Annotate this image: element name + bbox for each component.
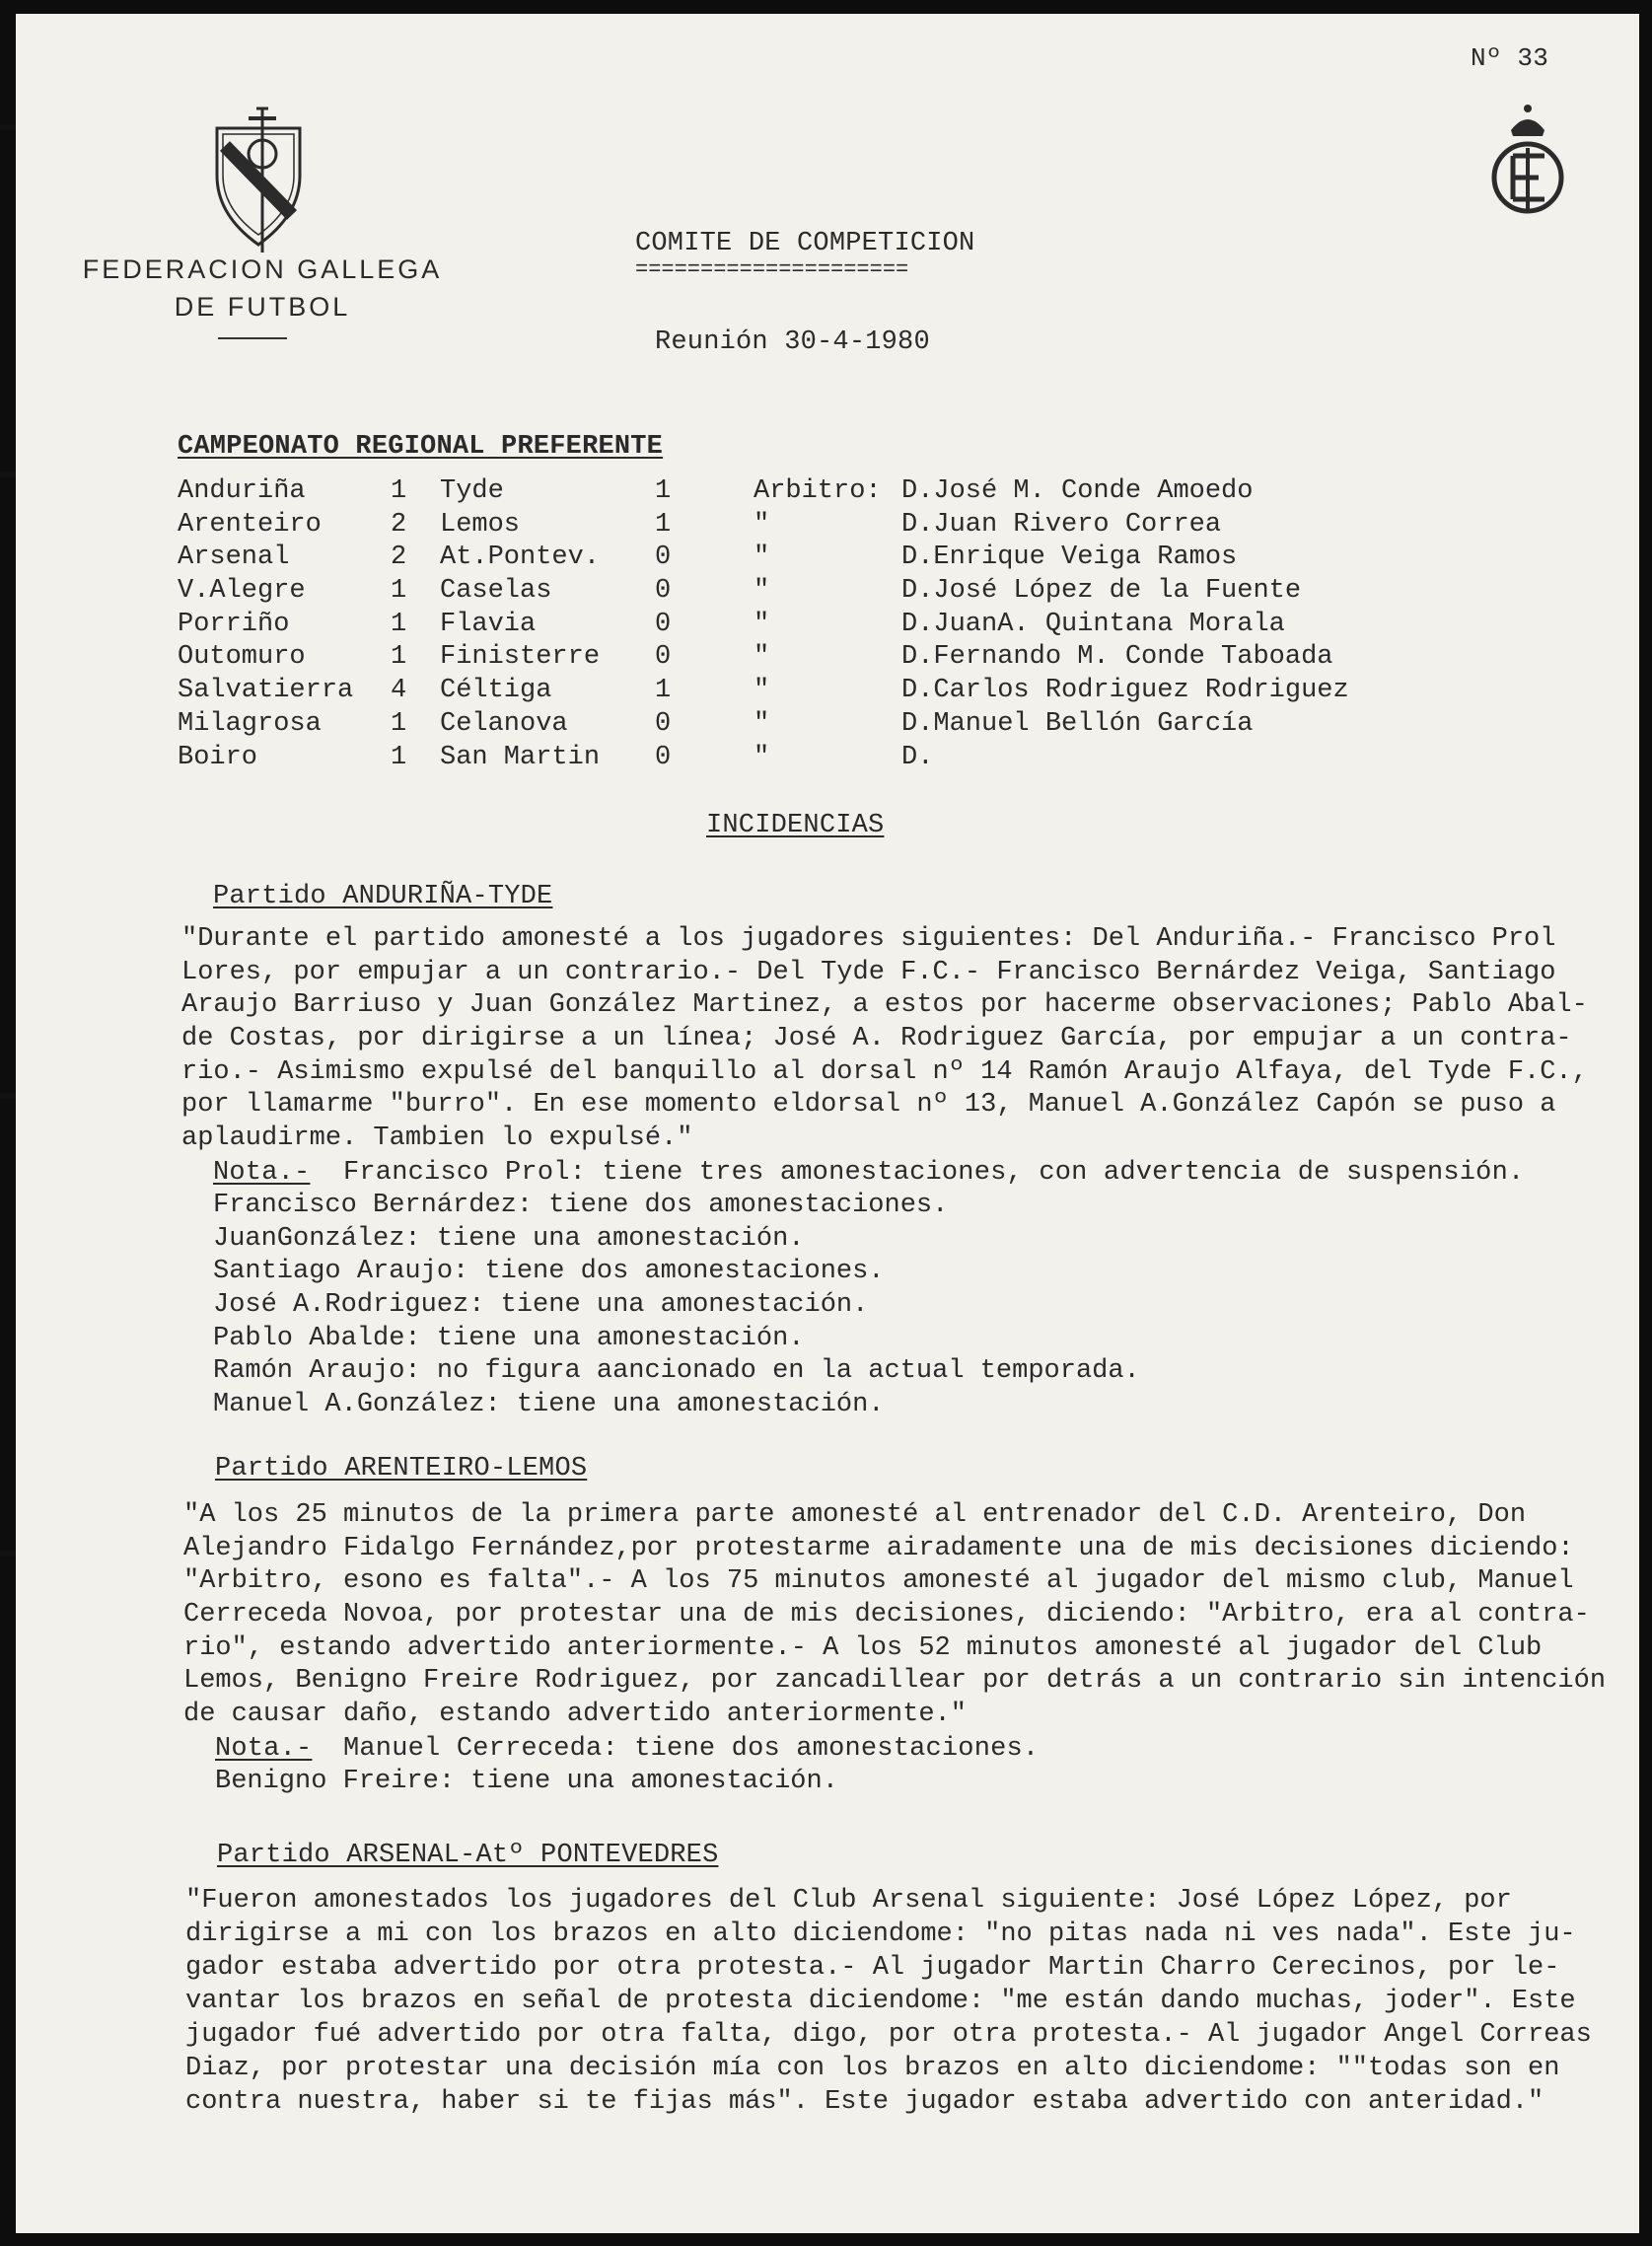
result-ref-cell: D.Juan Rivero Correa	[901, 509, 1222, 540]
document-page	[16, 14, 1639, 2233]
match1-report	[181, 923, 1588, 1156]
text-line: Pablo Abalde: tiene una amonestación.	[213, 1323, 805, 1353]
text-line: Santiago Araujo: tiene dos amonestaciones.	[213, 1257, 885, 1287]
text-line: jugador fué advertido por otra falta, digo, por otra protesta.- Al jugador Angel Correas	[185, 2020, 1592, 2050]
meeting-date: Reunión 30-4-1980	[655, 327, 930, 357]
match1-nota-first: Francisco Prol: tiene tres amonestaciones, con advertencia de suspensión.	[343, 1158, 1525, 1188]
text-line: gador estaba advertido por otra protesta.- Al jugador Martin Charro Cerecinos, por le-	[185, 1953, 1560, 1983]
result-label-cell: "	[754, 609, 770, 639]
result-home-cell: Salvatierra	[178, 676, 354, 706]
result-hs-cell: 4	[391, 676, 407, 706]
result-ref-cell: D.JuanA. Quintana Morala	[901, 609, 1285, 639]
result-away-cell: Céltiga	[440, 676, 552, 706]
result-as-cell: 0	[655, 642, 672, 673]
committee-title: COMITE DE COMPETICION	[635, 229, 975, 258]
result-as-cell: 1	[655, 676, 672, 706]
text-line: Cerreceda Novoa, por protestar una de mis decisiones, diciendo: "Arbitro, era al contra-	[183, 1600, 1590, 1630]
text-line: Benigno Freire: tiene una amonestación.	[215, 1767, 838, 1796]
result-hs-cell: 1	[391, 476, 407, 506]
match2-title: Partido ARENTEIRO-LEMOS	[215, 1454, 588, 1484]
result-hs-cell: 1	[391, 609, 407, 639]
result-away-cell: Tyde	[440, 476, 504, 506]
result-as-cell: 1	[655, 509, 672, 540]
text-line: JuanGonzález: tiene una amonestación.	[213, 1223, 805, 1254]
result-away-cell: Lemos	[440, 509, 521, 540]
result-ref-cell: D.Fernando M. Conde Taboada	[901, 642, 1333, 673]
rfef-crown-emblem-icon	[1483, 101, 1572, 229]
result-as-cell: 0	[655, 609, 672, 639]
committee-title-rule: =====================	[635, 257, 909, 282]
result-label-cell: "	[754, 509, 770, 540]
result-as-cell: 0	[655, 543, 672, 573]
result-home-cell: Boiro	[178, 742, 258, 772]
result-label-cell: "	[754, 642, 770, 673]
federation-name-line1: FEDERACION GALLEGA	[82, 254, 443, 284]
result-ref-cell: D.Enrique Veiga Ramos	[901, 543, 1238, 573]
result-home-cell: Anduriña	[178, 476, 306, 506]
result-label-cell: Arbitro:	[754, 476, 882, 506]
result-home-cell: Outomuro	[178, 642, 306, 673]
result-hs-cell: 1	[391, 576, 407, 607]
result-as-cell: 0	[655, 708, 672, 739]
result-home-cell: Porriño	[178, 609, 290, 639]
result-away-cell: Celanova	[440, 708, 568, 739]
text-line: José A.Rodriguez: tiene una amonestación.	[213, 1290, 869, 1321]
text-line: "Durante el partido amonesté a los jugadores siguientes: Del Anduriña.- Francisco Prol	[181, 924, 1556, 954]
text-line: contra nuestra, haber si te fijas más". Este jugador estaba advertido con anteridad."	[185, 2087, 1544, 2117]
text-line: Lores, por empujar a un contrario.- Del Tyde F.C.- Francisco Bernárdez Veiga, Santiago	[181, 957, 1556, 987]
text-line: Alejandro Fidalgo Fernández,por protestarme airadamente una de mis decisiones diciendo:	[183, 1533, 1574, 1563]
result-away-cell: Finisterre	[440, 642, 601, 673]
result-home-cell: Arenteiro	[178, 509, 322, 540]
result-home-cell: V.Alegre	[178, 576, 306, 607]
result-away-cell: Caselas	[440, 576, 552, 607]
federation-name-line2: DE FUTBOL	[174, 292, 351, 322]
text-line: de causar daño, estando advertido anteriormente."	[183, 1700, 967, 1730]
result-ref-cell: D.	[901, 742, 934, 772]
championship-heading: CAMPEONATO REGIONAL PREFERENTE	[178, 432, 664, 462]
result-label-cell: "	[754, 742, 770, 772]
match2-nota-label: Nota.-	[215, 1734, 313, 1764]
text-line: "Arbitro, esono es falta".- A los 75 minutos amonesté al jugador del mismo club, Manuel	[183, 1566, 1574, 1597]
result-as-cell: 1	[655, 476, 672, 506]
result-ref-cell: D.Manuel Bellón García	[901, 708, 1254, 739]
result-hs-cell: 2	[391, 509, 407, 540]
result-as-cell: 0	[655, 576, 672, 607]
text-line: vantar los brazos en señal de protesta diciendome: "me están dando muchas, joder". Este	[185, 1987, 1576, 2016]
results-away-column	[440, 475, 600, 774]
result-ref-cell: D.Carlos Rodriguez Rodriguez	[901, 676, 1349, 706]
incidencias-heading: INCIDENCIAS	[706, 811, 885, 840]
result-hs-cell: 1	[391, 708, 407, 739]
result-as-cell: 0	[655, 742, 672, 772]
match3-report	[185, 1884, 1592, 2119]
text-line: de Costas, por dirigirse a un línea; José A. Rodriguez García, por empujar a un contra-	[181, 1024, 1572, 1054]
results-referee-label-column	[754, 475, 882, 774]
result-hs-cell: 1	[391, 742, 407, 772]
result-hs-cell: 1	[391, 642, 407, 673]
results-referee-column	[901, 475, 1349, 774]
results-home-score-column	[391, 475, 406, 774]
result-hs-cell: 2	[391, 543, 407, 573]
divider	[218, 337, 287, 339]
text-line: "Fueron amonestados los jugadores del Club Arsenal siguiente: José López López, por	[185, 1886, 1512, 1916]
result-away-cell: Flavia	[440, 609, 537, 639]
text-line: Araujo Barriuso y Juan González Martinez, a estos por hacerme observaciones; Pablo Abal-	[181, 990, 1588, 1021]
result-ref-cell: D.José López de la Fuente	[901, 576, 1302, 607]
results-home-column	[178, 475, 353, 774]
result-label-cell: "	[754, 676, 770, 706]
result-home-cell: Arsenal	[178, 543, 290, 573]
match1-title: Partido ANDURIÑA-TYDE	[213, 882, 553, 911]
result-away-cell: San Martin	[440, 742, 601, 772]
text-line: Ramón Araujo: no figura aancionado en la actual temporada.	[213, 1356, 1140, 1387]
federacion-gallega-crest-icon	[209, 107, 308, 254]
result-label-cell: "	[754, 543, 770, 573]
text-line: Diaz, por protestar una decisión mía con los brazos en alto diciendome: ""todas son en	[185, 2054, 1560, 2083]
match2-notes	[215, 1766, 838, 1799]
text-line: por llamarme "burro". En ese momento eldorsal nº 13, Manuel A.González Capón se puso a	[181, 1090, 1556, 1121]
text-line: "A los 25 minutos de la primera parte amonesté al entrenador del C.D. Arenteiro, Don	[183, 1500, 1527, 1530]
result-label-cell: "	[754, 708, 770, 739]
text-line: Lemos, Benigno Freire Rodriguez, por zancadillear por detrás a un contrario sin intención	[183, 1666, 1607, 1697]
results-away-score-column	[655, 475, 671, 774]
match1-nota-label: Nota.-	[213, 1158, 311, 1188]
text-line: dirigirse a mi con los brazos en alto diciendome: "no pitas nada ni ves nada". Este ju-	[185, 1920, 1576, 1949]
text-line: rio.- Asimismo expulsé del banquillo al dorsal nº 14 Ramón Araujo Alfaya, del Tyde F.C.,	[181, 1056, 1588, 1087]
match3-title: Partido ARSENAL-Atº PONTEVEDRES	[217, 1841, 719, 1870]
text-line: rio", estando advertido anteriormente.- A los 52 minutos amonesté al jugador del Club	[183, 1632, 1543, 1663]
text-line: aplaudirme. Tambien lo expulsé."	[181, 1123, 693, 1154]
match2-report	[183, 1499, 1606, 1732]
text-line: Manuel A.González: tiene una amonestación.	[213, 1390, 885, 1420]
document-number: Nº 33	[1471, 43, 1549, 73]
match2-nota-first: Manuel Cerreceda: tiene dos amonestaciones.	[343, 1734, 1040, 1764]
text-line: Francisco Bernárdez: tiene dos amonestaciones.	[213, 1191, 949, 1220]
match1-notes	[213, 1190, 1140, 1422]
result-label-cell: "	[754, 576, 770, 607]
result-home-cell: Milagrosa	[178, 708, 322, 739]
result-ref-cell: D.José M. Conde Amoedo	[901, 476, 1254, 506]
result-away-cell: At.Pontev.	[440, 543, 601, 573]
